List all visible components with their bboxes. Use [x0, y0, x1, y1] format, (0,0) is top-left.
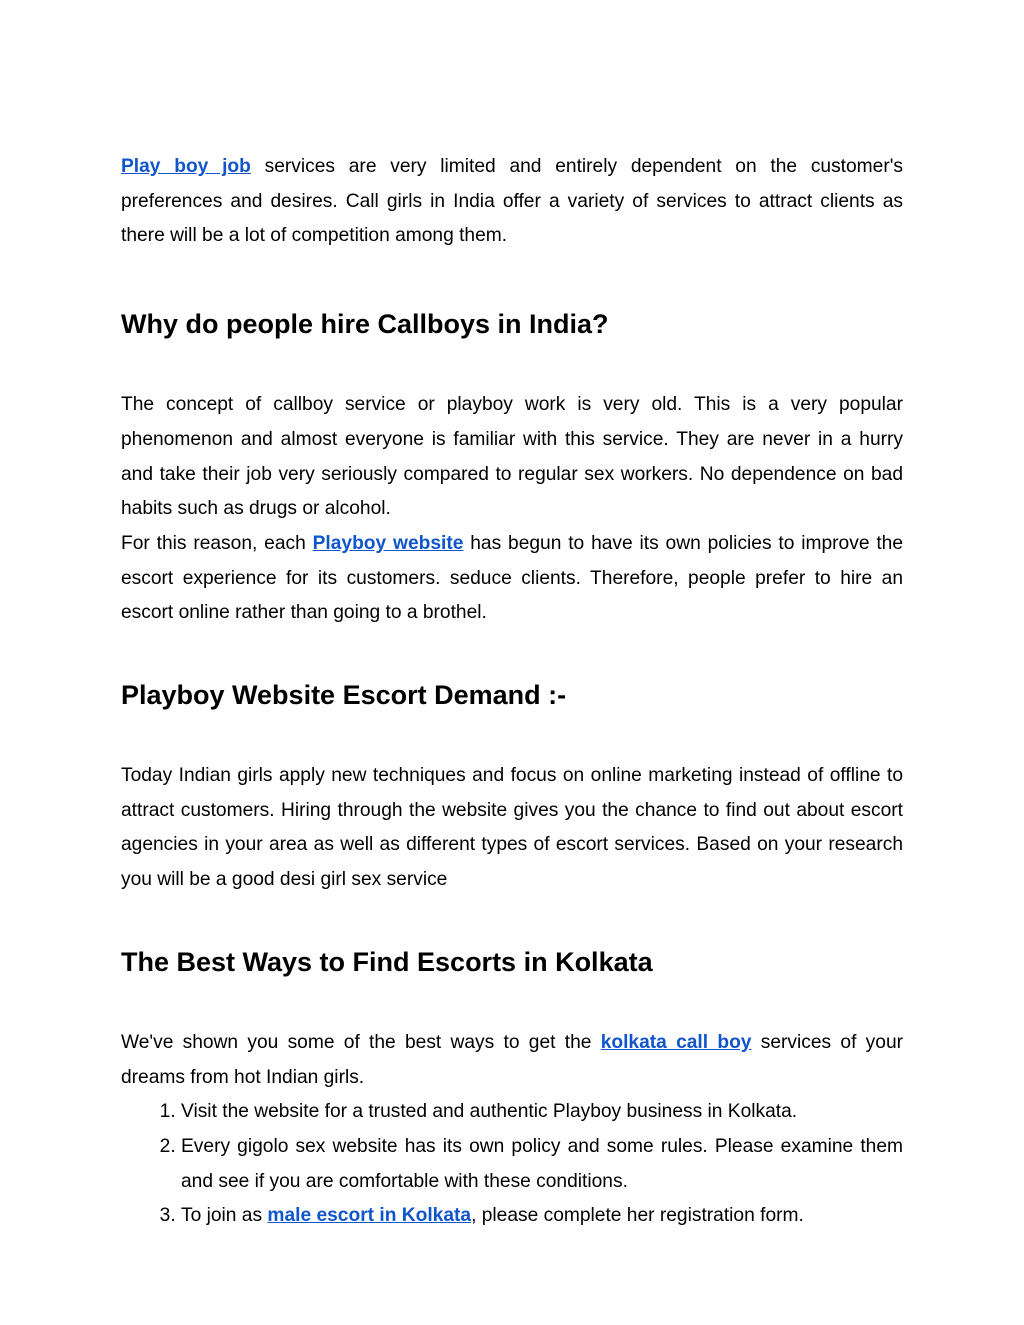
playboy-website-link[interactable]: Playboy website — [312, 532, 464, 554]
play-boy-job-link[interactable]: Play boy job — [121, 156, 251, 177]
playboy-website-paragraph — [121, 527, 903, 631]
callboy-concept-paragraph: The concept of callboy service or playboy work is very old. This is a very popular phenomenon and almost everyone is familiar with this service. They are never in a hurry and take their job very seriously compared to regular sex workers. No dependence on bad habits such as drugs or alcohol. — [121, 394, 903, 520]
paragraph-text: has begun to have its own policies to improve the escort experience for its customers. seduce clients. Therefore, people prefer to hire an escort online rather than going to a brothel. — [121, 532, 903, 624]
steps-list — [121, 1095, 903, 1234]
list-item: 1. Visit the website for a trusted and authentic Playboy business in Kolkata. — [181, 1095, 903, 1130]
male-escort-kolkata-link[interactable]: male escort in Kolkata — [267, 1205, 472, 1227]
list-item-text: , please complete her registration form. — [471, 1205, 804, 1227]
paragraph-text: We've shown you some of the best ways to get the — [121, 1031, 601, 1053]
intro-text: services are very limited and entirely dependent on the customer's preferences and desires. Call girls in India offer a variety of services to attract clients as there will be a lot of competition among them. — [121, 156, 903, 247]
intro-paragraph — [121, 150, 903, 254]
heading-why-hire-callboys: Why do people hire Callboys in India? — [121, 309, 609, 340]
paragraph-text: For this reason, each — [121, 532, 313, 554]
document-page — [121, 150, 903, 1234]
paragraph-text: services of your dreams from hot Indian girls. — [121, 1031, 903, 1088]
list-item-text: To join as — [181, 1205, 268, 1227]
best-ways-paragraph — [121, 1026, 903, 1095]
list-item: 2. Every gigolo sex website has its own policy and some rules. Please examine them and see if you are comfortable with these conditions. — [181, 1130, 903, 1199]
escort-demand-paragraph: Today Indian girls apply new techniques and focus on online marketing instead of offline to attract customers. Hiring through the website gives you the chance to find out about escort agencies in your area as well as different types of escort services. Based on your research you will be a good desi girl sex service — [121, 765, 903, 891]
heading-escort-demand: Playboy Website Escort Demand :- — [121, 680, 567, 711]
heading-best-ways-kolkata: The Best Ways to Find Escorts in Kolkata — [121, 946, 653, 977]
list-item — [181, 1199, 903, 1234]
kolkata-call-boy-link[interactable]: kolkata call boy — [600, 1031, 752, 1053]
